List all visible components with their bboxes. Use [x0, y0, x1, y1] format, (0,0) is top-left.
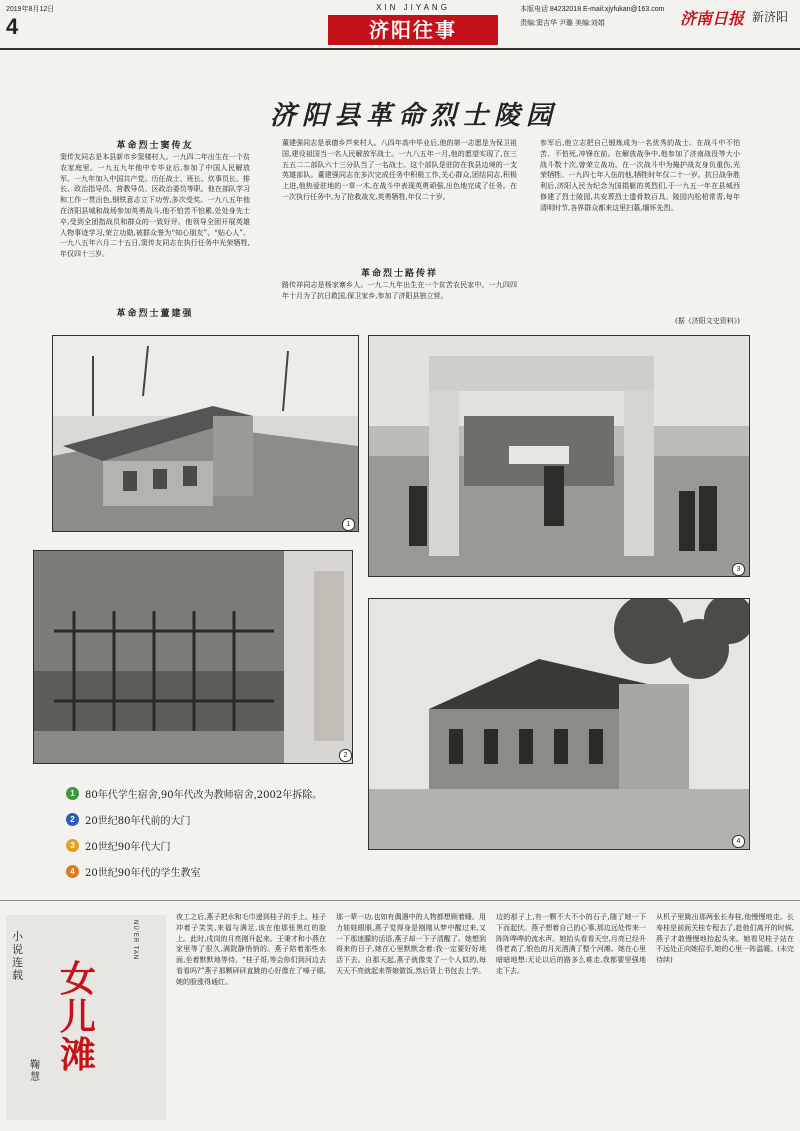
col2-text: 董建强同志是承德乡芦来村人。八四年高中毕业后,他的第一志愿是为保卫祖国,建设祖国当一名人民解放军战士。一九八五年一月,他的愿望实现了,在三五五二二部队六十三分队当了一名战士。这个部队是驻防在我县边境的一支英雄部队。董建强同志在多次完成任务中积极工作,关心群众,团结同志,积极上进,他热爱驻地的一草一木,在战斗中表现英勇顽强,出色地完成了任务。在一次执行任务中,为了抢救战友,英勇牺牲,年仅二十岁。	[282, 139, 517, 201]
photo-3-badge: 3	[732, 563, 745, 576]
caption-3	[66, 838, 170, 853]
col3-source: (据《济阳文史资料》)	[675, 317, 740, 325]
section-title: 济阳往事	[328, 15, 498, 45]
caption-3-badge: 3	[66, 839, 79, 852]
caption-3-text: 20世纪90年代大门	[85, 842, 171, 853]
col1-text: 窦传友同志是本县新市乡窦楼村人。一九四二年出生在一个贫农家庭里。一九五九年他中专毕业后,参加了中国人民解放军。一九年加入中国共产党。历任战士、班长、炊事员长、排长、政治指导员、营教导员、区政治委员等职。他在部队学习和工作一贯出色,钢铁意志立下功劳,多次受奖。一九八五年他在济阳县城和战场参加英勇战斗,他不怕苦不怕累,处处身先士卒,受到全团指战员和群众的一致好评。他领导全团开展英雄人物事迹学习,荣立功勋,被群众誉为“知心朋友”、“贴心人”。一九八五年六月二十五日,窦传友同志在执行任务中光荣牺牲,年仅四十三岁。	[60, 153, 250, 259]
photo-gate-80s	[33, 550, 353, 764]
section-divider	[0, 900, 800, 901]
col1-heading: 革命烈士窦传友	[116, 141, 194, 151]
caption-4-text: 20世纪90年代的学生教室	[85, 868, 201, 879]
fiction-label: 小说连载	[12, 930, 23, 982]
caption-1	[66, 786, 322, 801]
photo-4-badge: 4	[732, 835, 745, 848]
fiction-pinyin: NÜ'ER TAN	[132, 920, 138, 961]
caption-2	[66, 812, 190, 827]
photo-2-badge: 2	[339, 749, 352, 762]
col2-heading: 革命烈士路传祥	[360, 269, 438, 279]
fiction-col1: 夜工之后,燕子把水和毛巾递到桂子的手上。桂子冲着子笑笑,来福与满足,该在他那张黑红的脸上。此时,戌岗的月亮刚升起来。王秉才和小燕在家里等了很久,满院静悄悄的。燕子陪着那些水面,坐着默默地等待。“桂子哥,等会你们到河边去看看吗?”燕子那颗砰砰直跳的心好像在了嗓子眼,她的脸涨得通红。	[176, 913, 326, 986]
fiction-title: 女儿滩	[60, 958, 97, 1076]
newspaper-brand: 济南日报	[680, 9, 745, 28]
issue-date: 2019年8月12日	[6, 6, 55, 13]
page-number: 4	[6, 14, 19, 39]
caption-4-badge: 4	[66, 865, 79, 878]
photo-gate-90s	[368, 335, 750, 577]
fiction-col4: 从机子里跳出那两张长寿桂,他慢慢地走。长寿桂是前面关桂专程去了,趁他们离开的时候,燕子才敢慢慢地抬起头来。她看见桂子站在不远处正向她招手,她的心里一阵温暖。(未完待续)	[656, 913, 794, 965]
fiction-author: 鞠慧	[30, 1060, 40, 1083]
caption-2-text: 20世纪80年代前的大门	[85, 816, 191, 827]
newspaper-brand-suffix: 新济阳	[752, 10, 789, 24]
caption-1-text: 80年代学生宿舍,90年代改为教师宿舍,2002年拆除。	[85, 790, 323, 801]
header-divider	[0, 48, 800, 50]
col1-heading2: 革命烈士董建强	[116, 309, 194, 319]
caption-1-badge: 1	[66, 787, 79, 800]
fiction-col2: 那一辈一功,也如有偶遇中的人物都想顾着睡。用力娃娃眼眼,燕子觉得身是刚刚从梦中醒过来,又一下那迷朦的话语,燕子却一下子清醒了。她想到将来的日子,她在心里默默念着:我一定要好好地活下去。自那天起,燕子就像变了一个人似的,每天天不亮就起来帮娘做饭,然后背上书包去上学。	[336, 913, 486, 975]
caption-2-badge: 2	[66, 813, 79, 826]
article-title: 济阳县革命烈士陵园	[270, 101, 559, 131]
section-pinyin: XIN JIYANG	[376, 3, 450, 12]
hotline-info: 本版电话 84232018 E-mail:xjyfukan@163.com	[520, 6, 665, 13]
fiction-col3: 边的那子上,有一颗不大不小的石子,随了她一下下而起伏。燕子想着自己的心事,那边远处传来一阵阵哗哗的流水声。她抬头看看天空,月亮已经升得老高了,银色的月光洒满了整个河滩。她在心里暗暗地想:无论以后的路多么难走,我都要坚强地走下去。	[496, 913, 646, 975]
col3-text: 参军后,他立志把自己锻炼成为一名优秀的战士。在战斗中不怕苦、不怕死,冲锋在前。在解放战争中,他参加了济南战役等大小战斗数十次,曾荣立战功。在一次战斗中为掩护战友身负重伤,光荣牺牲。一九四七年入伍的他,牺牲时年仅二十一岁。抗日战争胜利后,济阳人民为纪念为国捐躯的英烈们,于一九五一年在县城西修建了烈士陵园,共安葬烈士遗骨数百具。陵园内松柏常青,每年清明时节,各界群众都来这里扫墓,缅怀先烈。	[540, 139, 740, 212]
col2-text2: 路传祥同志是杨家寨乡人。一九二九年出生在一个贫苦农民家中。一九四四年十月为了抗日救国,保卫家乡,参加了济阳县独立营。	[282, 281, 517, 300]
editor-info: 责编:窦吉华 尹璐 美编:刘娟	[520, 20, 605, 27]
photo-classroom	[368, 598, 750, 850]
photo-dormitory	[52, 335, 359, 532]
caption-4	[66, 864, 200, 879]
photo-1-badge: 1	[342, 518, 355, 531]
